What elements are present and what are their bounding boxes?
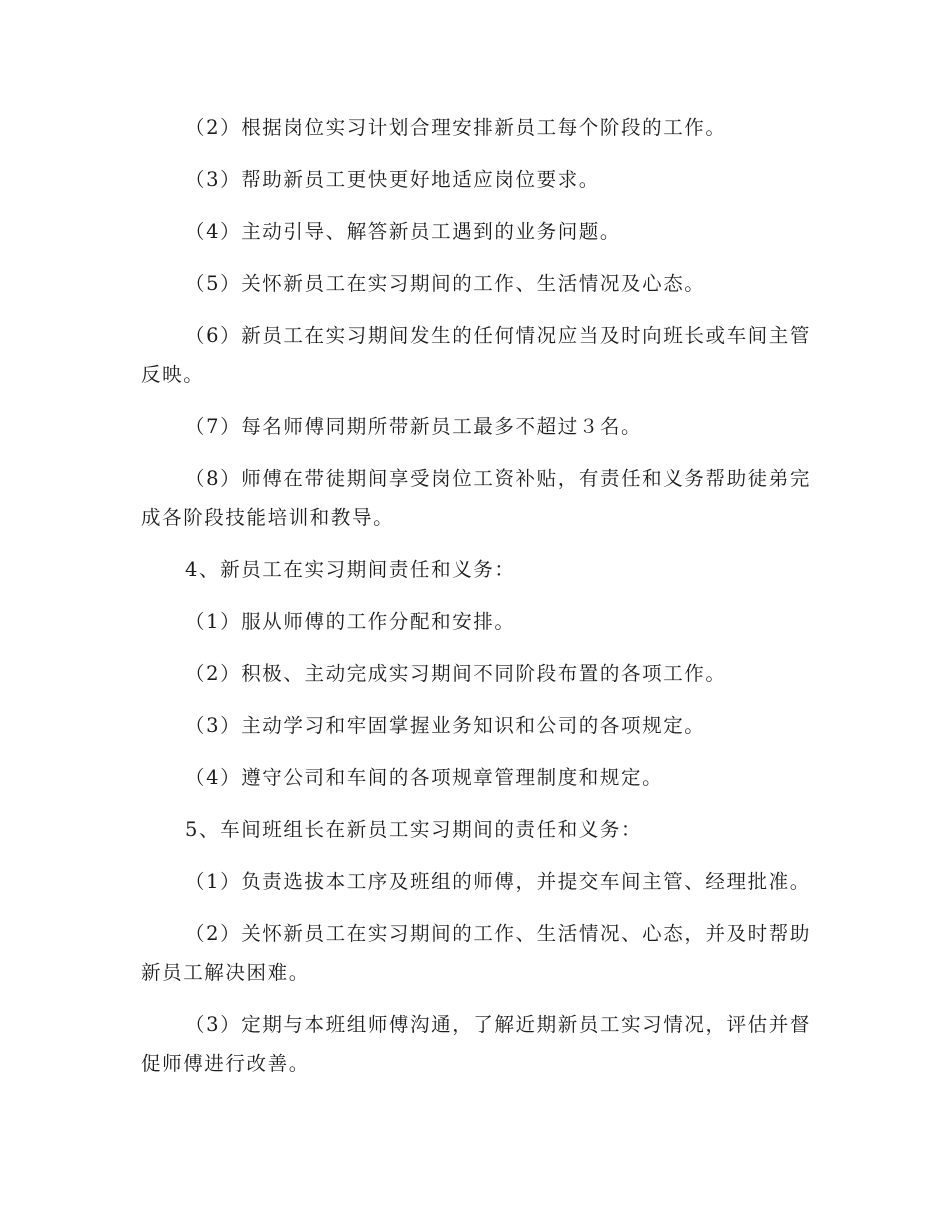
paragraph-mentor-duty-8: （8）师傅在带徒期间享受岗位工资补贴，有责任和义务帮助徒弟完成各阶段技能培训和教导。 xyxy=(141,467,811,529)
paragraph-employee-duty-3: （3）主动学习和牢固掌握业务知识和公司的各项规定。 xyxy=(185,714,706,737)
section-heading-team-leader-duties: 5、车间班组长在新员工实习期间的责任和义务： xyxy=(185,818,643,841)
paragraph-employee-duty-2: （2）积极、主动完成实习期间不同阶段布置的各项工作。 xyxy=(185,662,727,685)
section-heading-new-employee-duties: 4、新员工在实习期间责任和义务： xyxy=(185,558,516,581)
paragraph-mentor-duty-2: （2）根据岗位实习计划合理安排新员工每个阶段的工作。 xyxy=(185,116,727,139)
paragraph-employee-duty-4: （4）遵守公司和车间的各项规章管理制度和规定。 xyxy=(185,766,664,789)
paragraph-mentor-duty-3: （3）帮助新员工更快更好地适应岗位要求。 xyxy=(185,168,600,191)
paragraph-mentor-duty-6: （6）新员工在实习期间发生的任何情况应当及时向班长或车间主管反映。 xyxy=(141,324,811,386)
paragraph-mentor-duty-5: （5）关怀新员工在实习期间的工作、生活情况及心态。 xyxy=(185,272,706,295)
paragraph-leader-duty-3: （3）定期与本班组师傅沟通，了解近期新员工实习情况，评估并督促师傅进行改善。 xyxy=(141,1013,811,1075)
paragraph-employee-duty-1: （1）服从师傅的工作分配和安排。 xyxy=(185,610,516,633)
paragraph-leader-duty-1: （1）负责选拔本工序及班组的师傅，并提交车间主管、经理批准。 xyxy=(185,870,811,893)
document-body xyxy=(141,108,811,1096)
paragraph-mentor-duty-7: （7）每名师傅同期所带新员工最多不超过３名。 xyxy=(185,415,643,438)
paragraph-mentor-duty-4: （4）主动引导、解答新员工遇到的业务问题。 xyxy=(185,220,622,243)
paragraph-leader-duty-2: （2）关怀新员工在实习期间的工作、生活情况、心态，并及时帮助新员工解决困难。 xyxy=(141,922,811,984)
